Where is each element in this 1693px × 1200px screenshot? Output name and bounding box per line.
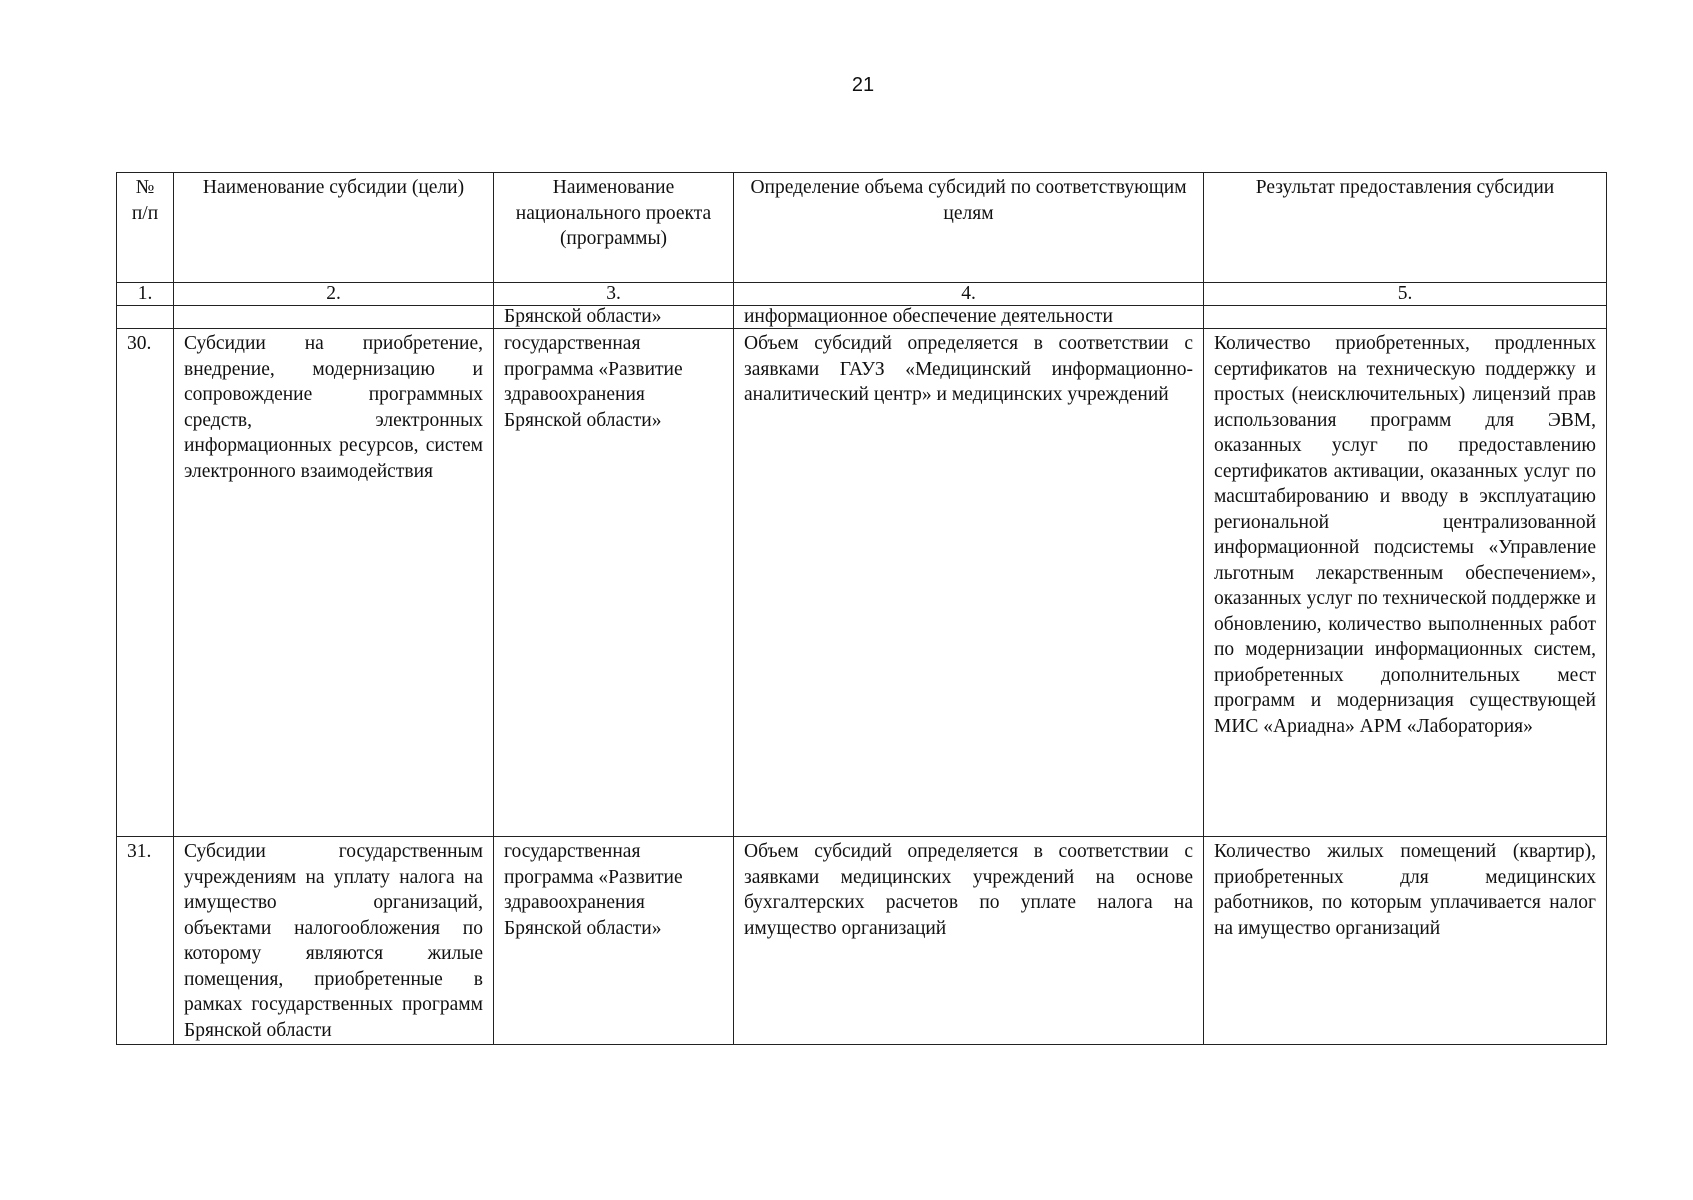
header-project-name: Наименование национального проекта (программы): [494, 173, 734, 283]
table-header-row: [117, 173, 1607, 283]
volume-definition-cell: Объем субсидий определяется в соответствии с заявками медицинских учреждений на основе бухгалтерских расчетов по уплате налога на имущество организаций: [734, 837, 1204, 1045]
row-number: 31.: [117, 837, 174, 1045]
column-number: 4.: [734, 283, 1204, 306]
result-cell: Количество жилых помещений (квартир), приобретенных для медицинских работников, по которым уплачивается налог на имущество организаций: [1204, 837, 1607, 1045]
continuation-cell: [174, 306, 494, 329]
continuation-row: [117, 306, 1607, 329]
continuation-cell: Брянской области»: [494, 306, 734, 329]
project-name-cell: государственная программа «Развитие здравоохранения Брянской области»: [494, 329, 734, 837]
table-row: [117, 837, 1607, 1045]
continuation-cell: [117, 306, 174, 329]
continuation-cell: информационное обеспечение деятельности: [734, 306, 1204, 329]
subsidy-table: [116, 172, 1607, 1045]
page-number: 21: [851, 74, 875, 96]
header-subsidy-name: Наименование субсидии (цели): [174, 173, 494, 283]
subsidy-name-cell: Субсидии на приобретение, внедрение, модернизацию и сопровождение программных средств, электронных информационных ресурсов, систем электронного взаимодействия: [174, 329, 494, 837]
column-number: 1.: [117, 283, 174, 306]
column-number: 2.: [174, 283, 494, 306]
continuation-cell: [1204, 306, 1607, 329]
row-number: 30.: [117, 329, 174, 837]
header-number: № п/п: [117, 173, 174, 283]
project-name-cell: государственная программа «Развитие здравоохранения Брянской области»: [494, 837, 734, 1045]
subsidy-name-cell: Субсидии государственным учреждениям на уплату налога на имущество организаций, объектами налогообложения по которому являются жилые помещения, приобретенные в рамках государственных программ Брянской области: [174, 837, 494, 1045]
table-row: [117, 329, 1607, 837]
result-cell: Количество приобретенных, продленных сертификатов на техническую поддержку и простых (неисключительных) лицензий прав использования программ для ЭВМ, оказанных услуг по предоставлению сертификатов активации, оказанных услуг по масштабированию и вводу в эксплуатацию региональной централизованной информационной подсистемы «Управление льготным лекарственным обеспечением», оказанных услуг по технической поддержке и обновлению, количество выполненных работ по модернизации информационных систем, приобретенных дополнительных мест программ и модернизация существующей МИС «Ариадна» АРМ «Лаборатория»: [1204, 329, 1607, 837]
volume-definition-cell: Объем субсидий определяется в соответствии с заявками ГАУЗ «Медицинский информационно-аналитический центр» и медицинских учреждений: [734, 329, 1204, 837]
header-volume-definition: Определение объема субсидий по соответствующим целям: [734, 173, 1204, 283]
column-number: 3.: [494, 283, 734, 306]
column-number: 5.: [1204, 283, 1607, 306]
header-result: Результат предоставления субсидии: [1204, 173, 1607, 283]
column-number-row: [117, 283, 1607, 306]
